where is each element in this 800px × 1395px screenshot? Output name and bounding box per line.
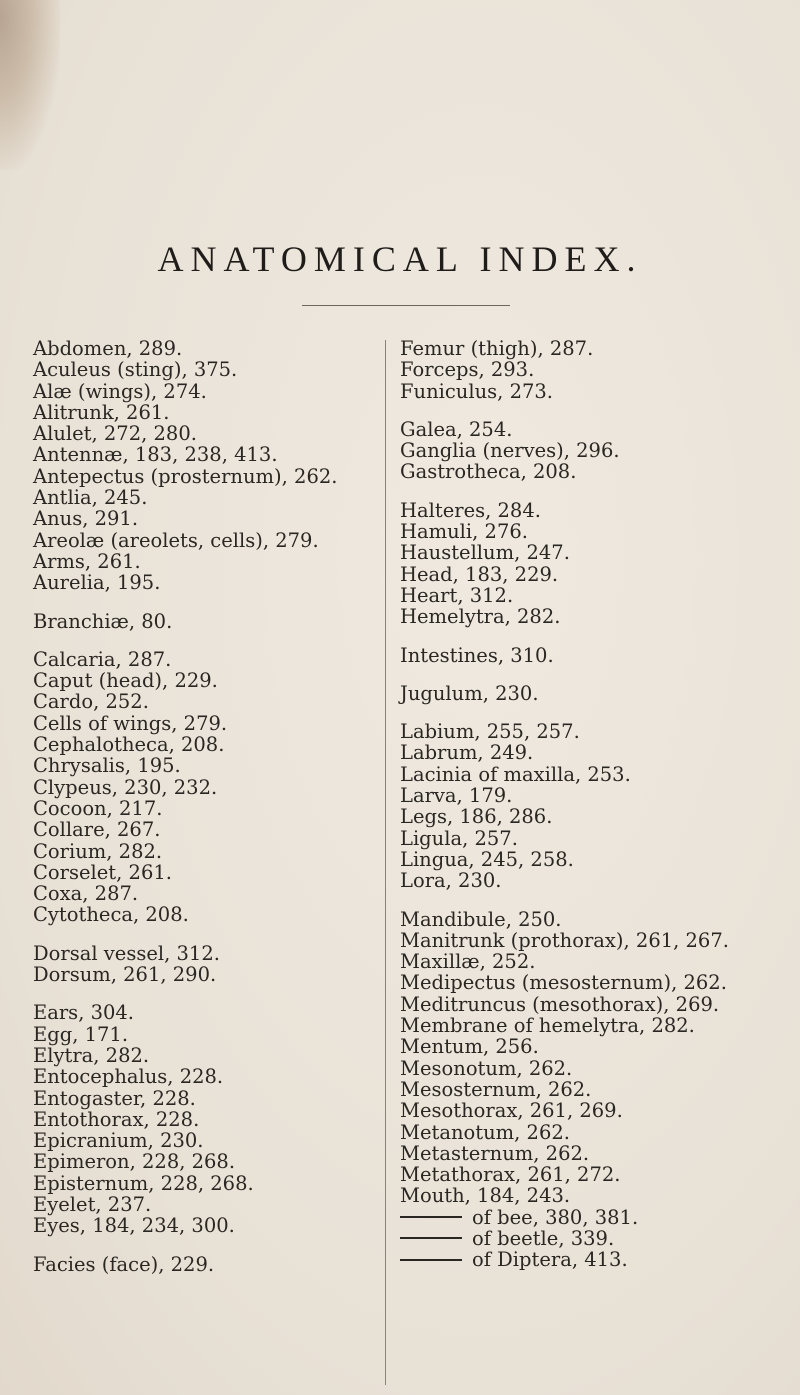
- index-entry: Intestines, 310.: [400, 643, 554, 667]
- index-letter-group: [400, 909, 795, 1271]
- index-column-left: [33, 338, 388, 1275]
- ditto-dash: [400, 1216, 462, 1218]
- index-entry: Lora, 230.: [400, 869, 502, 893]
- index-entry: Dorsum, 261, 290.: [33, 963, 217, 987]
- index-letter-group: [400, 645, 795, 666]
- index-entry: Femur (thigh), 287.: [400, 337, 594, 360]
- ditto-dash: [400, 1259, 462, 1261]
- index-entry: Mentum, 256.: [400, 1035, 539, 1059]
- index-letter-group: [400, 683, 795, 704]
- index-entry: Facies (face), 229.: [33, 1252, 215, 1276]
- index-entry: Membrane of hemelytra, 282.: [400, 1014, 695, 1038]
- index-entry: Larva, 179.: [400, 784, 513, 808]
- index-entry: Abdomen, 289.: [33, 337, 183, 360]
- index-entry: Ligula, 257.: [400, 826, 518, 850]
- index-letter-group: [400, 338, 795, 402]
- index-letter-group: [400, 419, 795, 483]
- index-letter-group: [400, 500, 795, 628]
- index-entry: Areolæ (areolets, cells), 279.: [33, 528, 319, 552]
- index-entry: Elytra, 282.: [33, 1043, 150, 1067]
- index-entry: [400, 1207, 795, 1228]
- index-entry: Haustellum, 247.: [400, 541, 570, 565]
- index-entry: Mandibule, 250.: [400, 907, 562, 931]
- index-entry: Egg, 171.: [33, 1022, 129, 1046]
- index-entry: Mesosternum, 262.: [400, 1077, 592, 1101]
- index-entry: Dorsal vessel, 312.: [33, 941, 220, 965]
- index-entry: Cephalotheca, 208.: [33, 733, 225, 757]
- index-entry: Funiculus, 273.: [400, 379, 553, 403]
- index-entry-text: of bee, 380, 381.: [472, 1205, 639, 1229]
- index-letter-group: [400, 721, 795, 891]
- title-underline-rule: [302, 305, 510, 306]
- index-entry: Eyelet, 237.: [33, 1192, 152, 1216]
- index-entry: [400, 1228, 795, 1249]
- index-entry: Eyes, 184, 234, 300.: [33, 1214, 235, 1238]
- index-entry: Epicranium, 230.: [33, 1129, 204, 1153]
- index-entry: Cocoon, 217.: [33, 796, 163, 820]
- index-entry: Meditruncus (mesothorax), 269.: [400, 992, 720, 1016]
- index-entry: Alæ (wings), 274.: [33, 379, 207, 403]
- index-entry: Ears, 304.: [33, 1001, 135, 1025]
- index-letter-group: [33, 649, 388, 926]
- index-entry: Jugulum, 230.: [400, 681, 539, 705]
- index-entry: Alulet, 272, 280.: [33, 422, 197, 446]
- index-entry: Hemelytra, 282.: [400, 605, 561, 629]
- index-entry: Epimeron, 228, 268.: [33, 1150, 236, 1174]
- index-entry-text: of beetle, 339.: [472, 1226, 615, 1250]
- index-entry: Chrysalis, 195.: [33, 754, 181, 778]
- index-entry: Cardo, 252.: [33, 690, 149, 714]
- index-entry: Mesonotum, 262.: [400, 1056, 573, 1080]
- index-entry: Antlia, 245.: [33, 486, 148, 510]
- index-entry: Antepectus (prosternum), 262.: [33, 464, 338, 488]
- ditto-dash: [400, 1237, 462, 1239]
- index-entry: [400, 1249, 795, 1270]
- index-entry: Galea, 254.: [400, 417, 513, 441]
- index-entry: Anus, 291.: [33, 507, 139, 531]
- index-entry: Gastrotheca, 208.: [400, 460, 577, 484]
- index-entry: Coxa, 287.: [33, 882, 139, 906]
- index-entry: Lacinia of maxilla, 253.: [400, 762, 631, 786]
- index-entry: Metathorax, 261, 272.: [400, 1163, 621, 1187]
- index-entry: Halteres, 284.: [400, 498, 541, 522]
- index-entry: Branchiæ, 80.: [33, 609, 173, 633]
- index-entry: Labrum, 249.: [400, 741, 534, 765]
- index-entry: Caput (head), 229.: [33, 669, 218, 693]
- index-entry: Cells of wings, 279.: [33, 711, 228, 735]
- index-entry: Legs, 186, 286.: [400, 805, 553, 829]
- index-entry: Mesothorax, 261, 269.: [400, 1099, 623, 1123]
- index-entry: Antennæ, 183, 238, 413.: [33, 443, 278, 467]
- index-entry: Metasternum, 262.: [400, 1141, 590, 1165]
- index-entry: Forceps, 293.: [400, 358, 535, 382]
- index-entry: Clypeus, 230, 232.: [33, 775, 218, 799]
- index-entry: Cytotheca, 208.: [33, 903, 189, 927]
- index-entry: Metanotum, 262.: [400, 1120, 570, 1144]
- index-entry: Entothorax, 228.: [33, 1107, 200, 1131]
- index-entry: Heart, 312.: [400, 583, 514, 607]
- index-letter-group: [33, 338, 388, 594]
- index-entry: Episternum, 228, 268.: [33, 1171, 254, 1195]
- index-entry: Calcaria, 287.: [33, 647, 172, 671]
- index-column-right: [400, 338, 795, 1271]
- index-entry: Corium, 282.: [33, 839, 163, 863]
- index-entry: Alitrunk, 261.: [33, 400, 170, 424]
- index-entry: Mouth, 184, 243.: [400, 1184, 571, 1208]
- index-entry: Ganglia (nerves), 296.: [400, 439, 620, 463]
- index-entry: Lingua, 245, 258.: [400, 847, 574, 871]
- page-title: ANATOMICAL INDEX.: [157, 239, 643, 279]
- index-entry: Medipectus (mesosternum), 262.: [400, 971, 727, 995]
- index-entry: Entocephalus, 228.: [33, 1065, 224, 1089]
- index-entry: Hamuli, 276.: [400, 520, 528, 544]
- index-letter-group: [33, 611, 388, 632]
- index-entry: Arms, 261.: [33, 549, 141, 573]
- page-corner-stain: [0, 0, 60, 170]
- index-entry: Labium, 255, 257.: [400, 720, 580, 744]
- index-entry: Manitrunk (prothorax), 261, 267.: [400, 928, 729, 952]
- index-entry: Corselet, 261.: [33, 860, 172, 884]
- index-entry: Collare, 267.: [33, 818, 161, 842]
- index-entry: Entogaster, 228.: [33, 1086, 196, 1110]
- index-entry: Aurelia, 195.: [33, 571, 161, 595]
- index-entry: Aculeus (sting), 375.: [33, 358, 238, 382]
- index-letter-group: [33, 1254, 388, 1275]
- index-entry: Head, 183, 229.: [400, 562, 559, 586]
- column-divider: [385, 340, 386, 1385]
- index-entry: Maxillæ, 252.: [400, 950, 536, 974]
- index-letter-group: [33, 1002, 388, 1236]
- index-entry-text: of Diptera, 413.: [472, 1248, 628, 1272]
- index-letter-group: [33, 943, 388, 986]
